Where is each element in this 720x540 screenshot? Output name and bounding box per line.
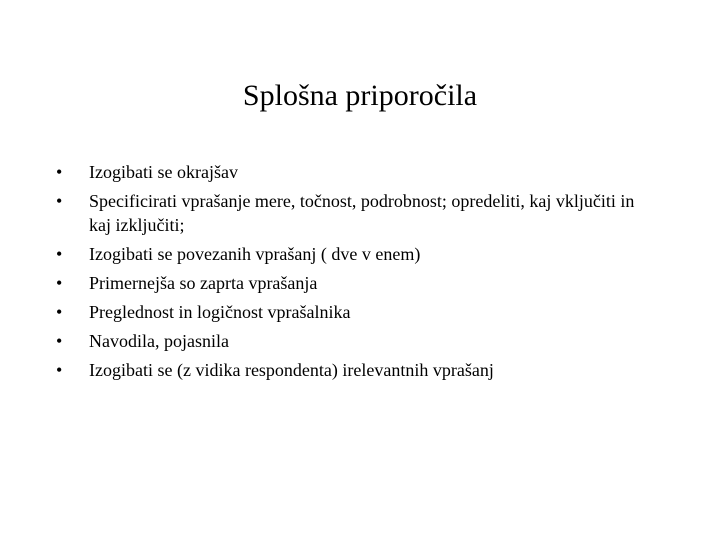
bullet-text: Specificirati vprašanje mere, točnost, podrobnost; opredeliti, kaj vključiti in kaj izključiti; (89, 191, 635, 235)
bullet-dot-icon: • (56, 244, 63, 264)
bullet-item-6 (56, 329, 656, 353)
bullet-dot-icon: • (56, 273, 63, 293)
bullet-item-7 (56, 358, 656, 382)
bullet-dot-icon: • (56, 331, 63, 351)
slide-title: Splošna priporočila (242, 79, 478, 112)
bullet-text: Izogibati se okrajšav (89, 162, 238, 182)
bullet-dot-icon: • (56, 162, 63, 182)
bullet-item-4 (56, 271, 656, 295)
bullet-dot-icon: • (56, 302, 63, 322)
bullet-text: Primernejša so zaprta vprašanja (89, 273, 318, 293)
bullet-text: Preglednost in logičnost vprašalnika (89, 302, 351, 322)
bullet-text: Navodila, pojasnila (89, 331, 229, 351)
bullet-item-3 (56, 242, 656, 266)
bullet-text: Izogibati se (z vidika respondenta) irelevantnih vprašanj (89, 360, 494, 380)
bullet-item-5 (56, 300, 656, 324)
bullet-text: Izogibati se povezanih vprašanj ( dve v enem) (89, 244, 421, 264)
bullet-list (56, 160, 656, 387)
bullet-item-1 (56, 160, 656, 184)
bullet-dot-icon: • (56, 191, 63, 211)
bullet-item-2 (56, 189, 656, 237)
bullet-dot-icon: • (56, 360, 63, 380)
